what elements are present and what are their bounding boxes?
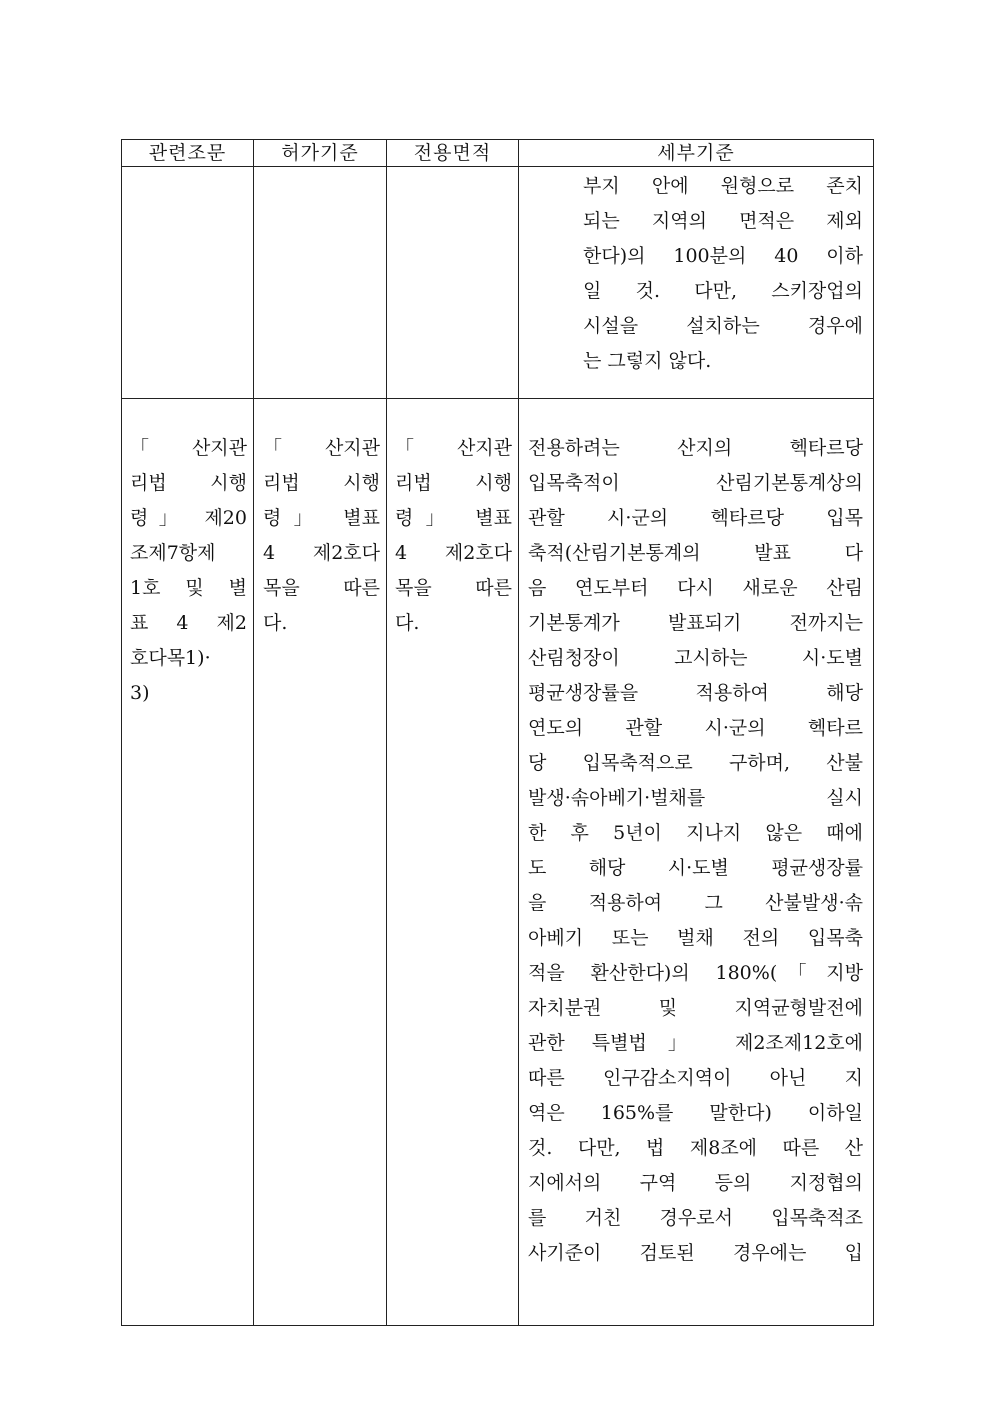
detail-line: 기본통계가 발표되기 전까지는	[528, 612, 863, 634]
article-line: 3)	[130, 682, 150, 704]
permit-line: 목을 따른	[263, 577, 380, 599]
detail-line: 평균생장률을 적용하여 해당	[528, 682, 863, 704]
detail-cell	[519, 399, 874, 1326]
permit-cell	[254, 167, 387, 399]
detail-line: 관할 시·군의 헥타르당 입목	[528, 507, 863, 529]
header-converted-area: 전용면적	[387, 140, 519, 167]
article-line: 리법 시행	[130, 472, 247, 494]
header-article: 관련조문	[122, 140, 254, 167]
permit-line: 「산지관	[263, 437, 380, 459]
table-row	[122, 399, 874, 1326]
detail-line: 따른 인구감소지역이 아닌 지	[528, 1067, 863, 1089]
detail-line: 사기준이 검토된 경우에는 입	[528, 1242, 863, 1264]
article-line: 령」 제20	[130, 507, 247, 529]
detail-line: 축적(산림기본통계의 발표 다	[528, 542, 863, 564]
detail-line: 일 것. 다만, 스키장업의	[583, 280, 863, 302]
area-line: 리법 시행	[395, 472, 512, 494]
area-line: 목을 따른	[395, 577, 512, 599]
detail-line: 것. 다만, 법 제8조에 따른 산	[528, 1137, 863, 1159]
detail-line: 관한 특별법」 제2조제12호에	[528, 1032, 863, 1054]
detail-line: 발생·솎아베기·벌채를 실시	[528, 787, 863, 809]
detail-line: 한다)의 100분의 40 이하	[583, 245, 863, 267]
detail-line: 되는 지역의 면적은 제외	[583, 210, 863, 232]
detail-line: 을 적용하여 그 산불발생·솎	[528, 892, 863, 914]
detail-line: 한 후 5년이 지나지 않은 때에	[528, 822, 863, 844]
detail-line: 시설을 설치하는 경우에	[583, 315, 863, 337]
area-line: 4 제2호다	[395, 542, 512, 564]
detail-line: 아베기 또는 벌채 전의 입목축	[528, 927, 863, 949]
table-row	[122, 167, 874, 399]
article-cell	[122, 167, 254, 399]
criteria-table	[121, 139, 874, 1326]
header-detailed-criteria: 세부기준	[519, 140, 874, 167]
detail-line: 를 거친 경우로서 입목축적조	[528, 1207, 863, 1229]
article-cell	[122, 399, 254, 1326]
detail-line: 역은 165%를 말한다) 이하일	[528, 1102, 863, 1124]
area-line: 령」 별표	[395, 507, 512, 529]
permit-cell	[254, 399, 387, 1326]
permit-line: 령」 별표	[263, 507, 380, 529]
detail-line: 부지 안에 원형으로 존치	[583, 175, 863, 197]
article-line: 조제7항제	[130, 542, 216, 564]
detail-line: 당 입목축적으로 구하며, 산불	[528, 752, 863, 774]
permit-line: 리법 시행	[263, 472, 380, 494]
detail-line: 적을 환산한다)의 180%(「지방	[528, 962, 863, 984]
detail-line: 산림청장이 고시하는 시·도별	[528, 647, 863, 669]
area-cell	[387, 399, 519, 1326]
permit-line: 다.	[263, 612, 288, 634]
detail-line: 지에서의 구역 등의 지정협의	[528, 1172, 863, 1194]
area-cell	[387, 167, 519, 399]
header-permit-criteria: 허가기준	[254, 140, 387, 167]
article-line: 1호 및 별	[130, 577, 247, 599]
detail-line: 입목축적이 산림기본통계상의	[528, 472, 863, 494]
detail-line: 자치분권 및 지역균형발전에	[528, 997, 863, 1019]
article-line: 「산지관	[130, 437, 247, 459]
area-line: 다.	[395, 612, 420, 634]
detail-line: 연도의 관할 시·군의 헥타르	[528, 717, 863, 739]
article-line: 표 4 제2	[130, 612, 247, 634]
detail-line: 전용하려는 산지의 헥타르당	[528, 437, 863, 459]
header-row	[122, 140, 874, 167]
article-line: 호다목1)·	[130, 647, 211, 669]
detail-line: 도 해당 시·도별 평균생장률	[528, 857, 863, 879]
detail-line: 음 연도부터 다시 새로운 산림	[528, 577, 863, 599]
detail-cell	[519, 167, 874, 399]
detail-line: 는 그렇지 않다.	[583, 350, 712, 372]
permit-line: 4 제2호다	[263, 542, 380, 564]
area-line: 「산지관	[395, 437, 512, 459]
